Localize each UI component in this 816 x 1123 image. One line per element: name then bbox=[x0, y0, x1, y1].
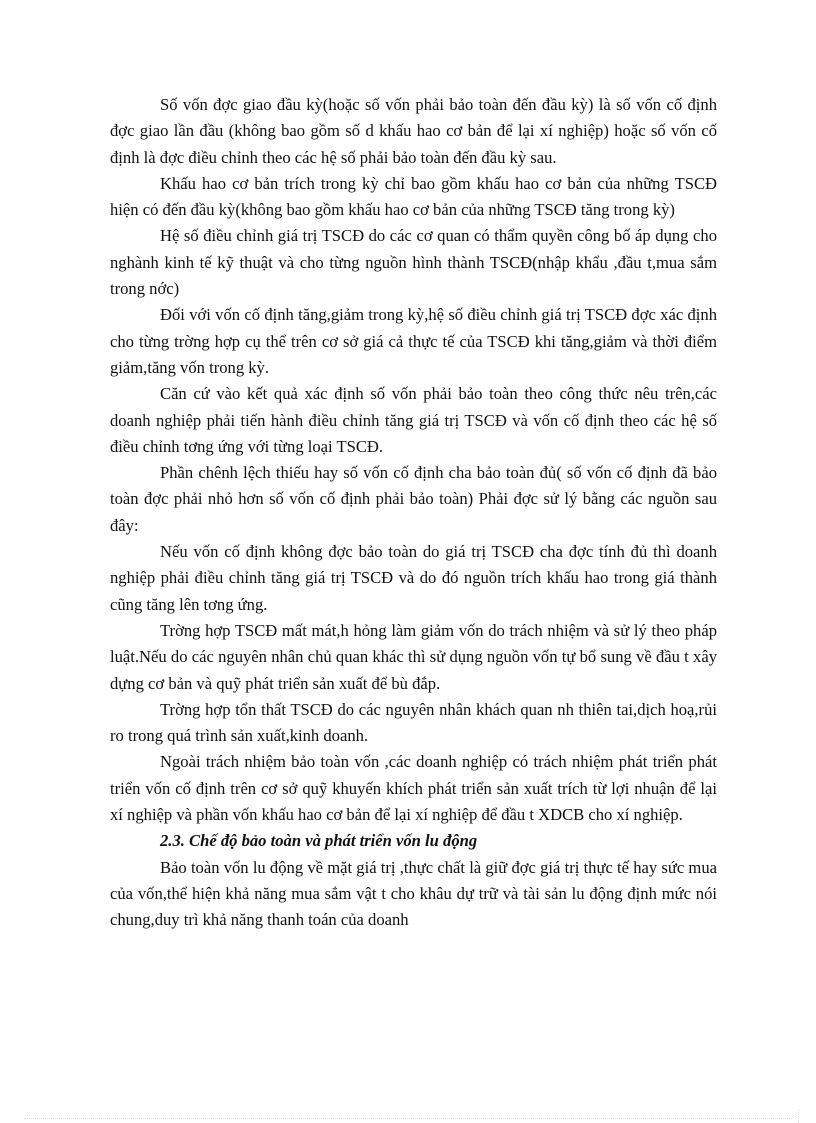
paragraph-working-capital: Bảo toàn vốn lu động về mặt giá trị ,thực chất là giữ đợc giá trị thực tế hay sức mua của vốn,thể hiện khả năng mua sắm vật t cho khâu dự trữ và tài sản lu động định mức nói chung,duy trì khả năng thanh toán của doanh bbox=[110, 857, 717, 930]
section-heading: 2.3. Chế độ bảo toàn và phát triển vốn lu động bbox=[160, 831, 478, 851]
paragraph-objective-loss: Trờng hợp tổn thất TSCĐ do các nguyên nhân khách quan nh thiên tai,dịch hoạ,rủi ro trong quá trình sản xuất,kinh doanh. bbox=[110, 699, 717, 746]
paragraph-depreciation: Khấu hao cơ bản trích trong kỳ chỉ bao gồm khấu hao cơ bản của những TSCĐ hiện có đến đầu kỳ(không bao gồm khấu hao cơ bản của những TSCĐ tăng trong kỳ) bbox=[110, 173, 717, 220]
paragraph-capital-development: Ngoài trách nhiệm bảo toàn vốn ,các doanh nghiệp có trách nhiệm phát triển phát triển vốn cố định trên cơ sở quỹ khuyến khích phát triển sản xuất trích từ lợi nhuận để lại xí nghiệp và phần vốn khấu hao cơ bản để lại xí nghiệp để đầu t XDCB cho xí nghiệp. bbox=[110, 752, 717, 825]
paragraph-capital-changes: Đối với vốn cố định tăng,giảm trong kỳ,hệ số điều chỉnh giá trị TSCĐ đợc xác định cho từng trờng hợp cụ thể trên cơ sở giá cả thực tế của TSCĐ khi tăng,giảm và thời điểm giảm,tăng vốn trong kỳ. bbox=[110, 305, 717, 377]
paragraph-value-not-computed: Nếu vốn cố định không đợc bảo toàn do giá trị TSCĐ cha đợc tính đủ thì doanh nghiệp phải điều chỉnh tăng giá trị TSCĐ và do đó nguồn trích khấu hao trong giá thành cũng tăng lên tơng ứng. bbox=[110, 542, 717, 614]
footer-divider bbox=[24, 1118, 792, 1119]
paragraph-adjustment-coefficient: Hệ số điều chỉnh giá trị TSCĐ do các cơ quan có thẩm quyền công bố áp dụng cho nghành kinh tế kỹ thuật và cho từng nguồn hình thành TSCĐ(nhập khẩu ,đầu t,mua sắm trong nớc) bbox=[110, 226, 717, 299]
paragraph-asset-loss: Trờng hợp TSCĐ mất mát,h hỏng làm giảm vốn do trách nhiệm và sử lý theo pháp luật.Nếu do các nguyên nhân chủ quan khác thì sử dụng nguồn vốn tự bổ sung về đầu t xây dựng cơ bản và quỹ phát triển sản xuất để bù đắp. bbox=[110, 620, 717, 693]
paragraph-shortfall: Phần chênh lệch thiếu hay số vốn cố định cha bảo toàn đủ( số vốn cố định đã bảo toàn đợc phải nhỏ hơn số vốn cố định phải bảo toàn) Phải đợc sử lý bằng các nguồn sau đây: bbox=[110, 463, 717, 535]
paragraph-adjust-asset-value: Căn cứ vào kết quả xác định số vốn phải bảo toàn theo công thức nêu trên,các doanh nghiệp phải tiến hành điều chỉnh tăng giá trị TSCĐ và vốn cố định theo các hệ số điều chỉnh tơng ứng với từng loại TSCĐ. bbox=[110, 384, 717, 456]
body-text bbox=[110, 92, 717, 934]
paragraph-opening-capital: Số vốn đợc giao đầu kỳ(hoặc số vốn phải bảo toàn đến đầu kỳ) là số vốn cố định đợc giao lần đầu (không bao gồm số d khấu hao cơ bản để lại xí nghiệp) hoặc số vốn cố định là đợc điều chỉnh theo các hệ số phải bảo toàn đến đầu kỳ sau. bbox=[110, 95, 717, 167]
footer-corner-mark bbox=[798, 1110, 799, 1123]
